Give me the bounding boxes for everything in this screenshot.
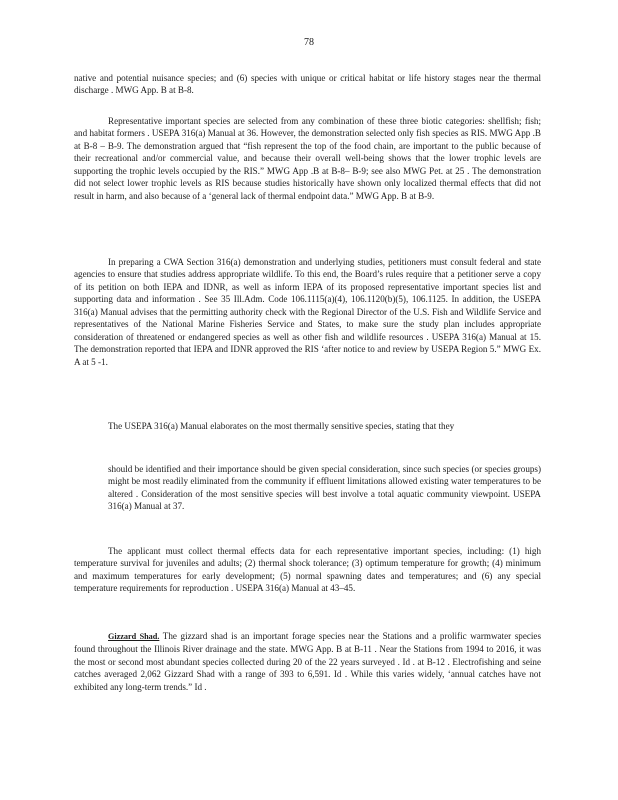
paragraph-thermal-data: The applicant must collect thermal effects data for each representative important species, including: (1) high temperature survival for juveniles and adults; (2) thermal shock tolerance; (3) optimum temperature for growth; (4) minimum and maximum temperatures for early development; (5) normal spawning dates and temperatures; and (6) any special temperature requirements for reproduction . USEPA 316(a) Manual at 43–45. bbox=[74, 546, 541, 594]
paragraph-gizzard-shad bbox=[74, 630, 541, 693]
paragraph-representative-species: Representative important species are selected from any combination of these three biotic categories: shellfish; fish; and habitat formers . USEPA 316(a) Manual at 36. However, the demonstration selected only fish species as RIS. MWG App .B at B-8 – B-9. The demonstration argued that “fish represent the top of the food chain, are important to the public because of their recreational and/or commercial value, and because their overall well-being shows that the lower trophic levels are supporting the trophic levels occupied by the RIS.” MWG App .B at B-8– B-9; see also MWG Pet. at 25 . The demonstration did not select lower trophic levels as RIS because studies historically have shown only localized thermal effects that did not result in harm, and also because of a ‘general lack of thermal endpoint data.” MWG App. B at B-9. bbox=[74, 116, 541, 201]
paragraph-sensitive-species: The USEPA 316(a) Manual elaborates on the most thermally sensitive species, stating that they bbox=[108, 421, 455, 431]
section-heading-gizzard-shad: Gizzard Shad. bbox=[108, 632, 160, 641]
block-quote: should be identified and their importance should be given special consideration, since such species (or species groups) might be most readily eliminated from the community if effluent limitations allowed existing water temperatures to be altered . Consideration of the most sensitive species will best involve a total aquatic community viewpoint. USEPA 316(a) Manual at 37. bbox=[108, 464, 541, 512]
gizzard-shad-text: The gizzard shad is an important forage species near the Stations and a prolific warmwater species found throughout the Illinois River drainage and the state. MWG App. B at B-11 . Near the Stations from 1994 to 2016, it was the most or second most abundant species collected during 20 of the 22 years surveyed . Id . at B-12 . Electrofishing and seine catches averaged 2,062 Gizzard Shad with a range of 393 to 6,591. Id . While this varies widely, ‘annual catches have not exhibited any long-term trends.” Id . bbox=[74, 631, 542, 692]
paragraph-continued: native and potential nuisance species; and (6) species with unique or critical habitat or life history stages near the thermal discharge . MWG App. B at B-8. bbox=[74, 73, 541, 96]
paragraph-cwa-demonstration: In preparing a CWA Section 316(a) demonstration and underlying studies, petitioners must consult federal and state agencies to ensure that studies address appropriate wildlife. To this end, the Board’s rules require that a petitioner serve a copy of its petition on both IEPA and IDNR, as well as inform IEPA of its proposed representative important species list and supporting data and information . See 35 Ill.Adm. Code 106.1115(a)(4), 106.1120(b)(5), 106.1125. In addition, the USEPA 316(a) Manual advises that the permitting authority check with the Regional Director of the U.S. Fish and Wildlife Service and representatives of the National Marine Fisheries Service and States, to make sure the study plan includes appropriate consideration of threatened or endangered species as well as other fish and wildlife resources . USEPA 316(a) Manual at 15. The demonstration reported that IEPA and IDNR approved the RIS ‘after notice to and review by USEPA Region 5.” MWG Ex. A at 5 -1. bbox=[74, 257, 541, 367]
page-number: 78 bbox=[304, 37, 314, 48]
